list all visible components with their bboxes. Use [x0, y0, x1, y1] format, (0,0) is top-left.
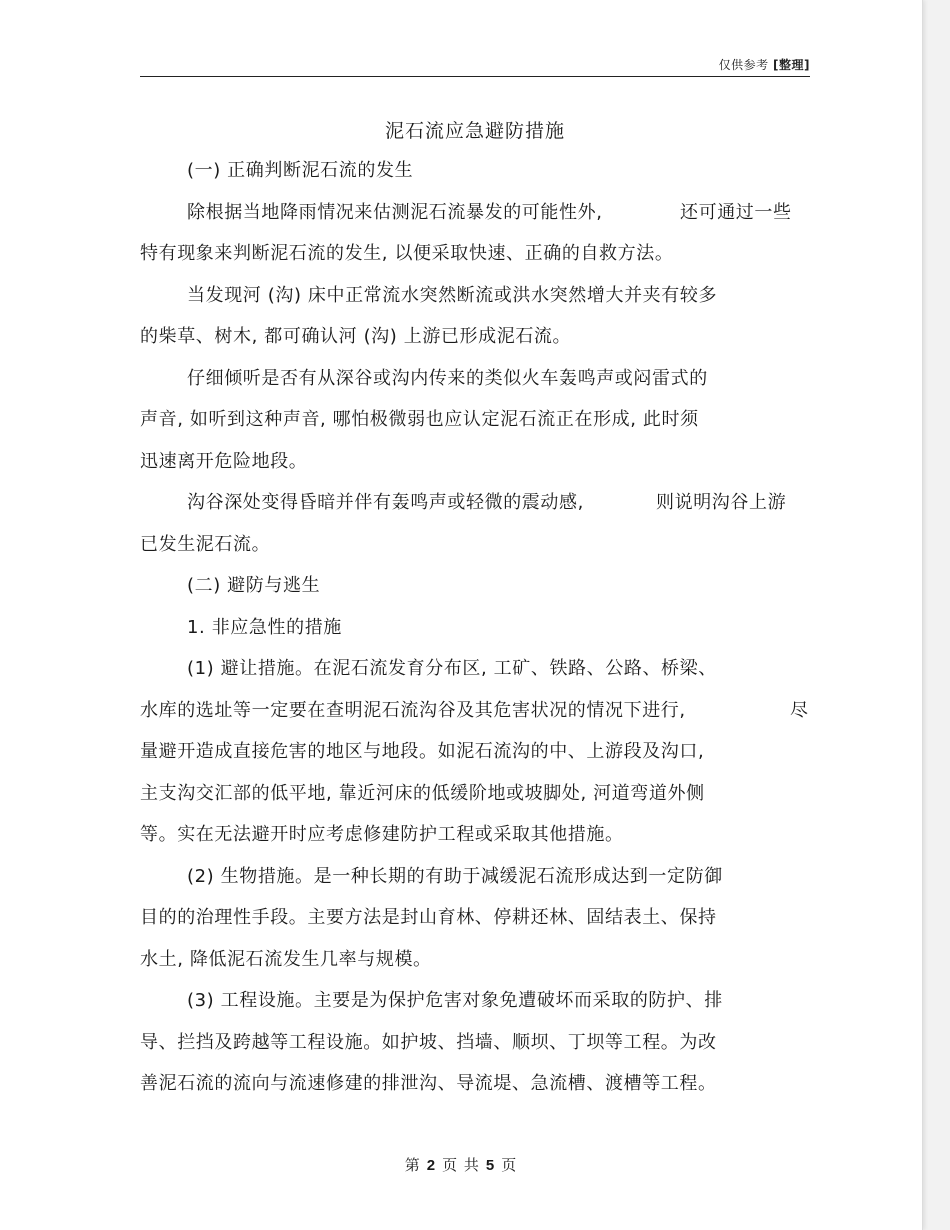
line-text: (2) 生物措施。是一种长期的有助于减缓泥石流形成达到一定防御: [187, 865, 723, 887]
text-line: [140, 399, 820, 441]
text-line: [140, 690, 820, 732]
document-title: 泥石流应急避防措施: [384, 120, 565, 142]
text-line: [140, 524, 820, 566]
line-text: 已发生泥石流。: [140, 533, 271, 555]
line-text: 量避开造成直接危害的地区与地段。如泥石流沟的中、上游段及沟口,: [140, 741, 705, 762]
line-text: 善泥石流的流向与流速修建的排泄沟、导流堤、急流槽、渡槽等工程。: [140, 1073, 717, 1094]
current-page-number: 2: [426, 1157, 437, 1174]
text-line: [140, 192, 820, 234]
line-text: 目的的治理性手段。主要方法是封山育林、停耕还林、固结表土、保持: [140, 907, 717, 928]
header-note-text: 仅供参考: [718, 58, 769, 72]
line-text-tail: 则说明沟谷上游: [656, 492, 787, 513]
line-text: 主支沟交汇部的低平地, 靠近河床的低缓阶地或坡脚处, 河道弯道外侧: [140, 782, 705, 804]
text-line: [140, 482, 820, 524]
line-text: 特有现象来判断泥石流的发生, 以便采取快速、正确的自救方法。: [140, 243, 674, 264]
document-body: [140, 150, 820, 1105]
text-line: [140, 897, 820, 939]
line-text: 水库的选址等一定要在查明泥石流沟谷及其危害状况的情况下进行,: [140, 699, 686, 721]
line-text: 当发现河 (沟) 床中正常流水突然断流或洪水突然增大并夹有较多: [187, 284, 718, 306]
text-line: [140, 358, 820, 400]
text-line: [140, 316, 820, 358]
page-footer: [0, 1154, 922, 1175]
footer-middle: 页 共: [442, 1156, 480, 1174]
line-text: 水土, 降低泥石流发生几率与规模。: [140, 948, 432, 970]
line-text: 沟谷深处变得昏暗并伴有轰鸣声或轻微的震动感,: [187, 492, 584, 513]
text-line: [140, 441, 820, 483]
text-line: [140, 565, 820, 607]
header-rule: [140, 76, 810, 77]
line-text: 的柴草、树木, 都可确认河 (沟) 上游已形成泥石流。: [140, 326, 572, 347]
text-line: [140, 275, 820, 317]
text-line: [140, 233, 820, 275]
text-line: [140, 1022, 820, 1064]
line-text-tail: 尽: [790, 699, 809, 721]
line-text: 等。实在无法避开时应考虑修建防护工程或采取其他措施。: [140, 824, 624, 845]
header-tag: [整理]: [773, 58, 810, 72]
line-text: (1) 避让措施。在泥石流发育分布区, 工矿、铁路、公路、桥梁、: [187, 658, 717, 679]
line-text: 声音, 如听到这种声音, 哪怕极微弱也应认定泥石流正在形成, 此时须: [140, 409, 699, 430]
line-text: (二) 避防与逃生: [187, 575, 321, 596]
line-text: 仔细倾听是否有从深谷或沟内传来的类似火车轰鸣声或闷雷式的: [187, 367, 708, 389]
text-line: [140, 814, 820, 856]
text-line: [140, 773, 820, 815]
line-text: 1. 非应急性的措施: [187, 616, 342, 638]
footer-suffix: 页: [501, 1156, 518, 1174]
text-line: [140, 150, 820, 192]
text-line: [140, 607, 820, 649]
line-text: 迅速离开危险地段。: [140, 450, 308, 472]
line-text: (3) 工程设施。主要是为保护危害对象免遭破坏而采取的防护、排: [187, 990, 723, 1011]
text-line: [140, 856, 820, 898]
text-line: [140, 731, 820, 773]
footer-prefix: 第: [404, 1156, 421, 1174]
line-text: (一) 正确判断泥石流的发生: [187, 160, 414, 181]
text-line: [140, 1063, 820, 1105]
line-text: 除根据当地降雨情况来估测泥石流暴发的可能性外,: [187, 201, 603, 223]
text-line: [140, 980, 820, 1022]
line-text: 导、拦挡及跨越等工程设施。如护坡、挡墙、顺坝、丁坝等工程。为改: [140, 1031, 717, 1053]
text-line: [140, 939, 820, 981]
line-text-tail: 还可通过一些: [680, 201, 792, 223]
text-line: [140, 648, 820, 690]
header-note: [719, 56, 810, 73]
total-page-number: 5: [485, 1157, 496, 1174]
